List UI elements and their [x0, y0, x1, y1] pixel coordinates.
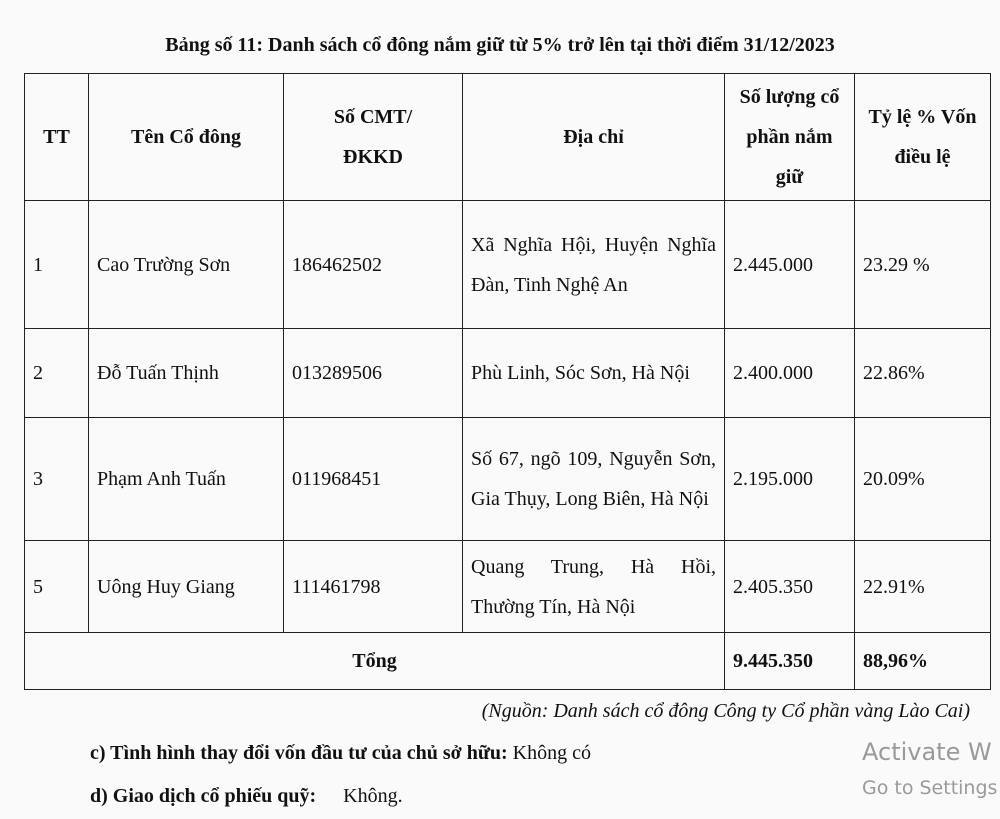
cell-tt: 5 — [25, 541, 89, 633]
section-d — [90, 785, 403, 808]
header-tt: TT — [25, 74, 89, 201]
total-label: Tổng — [25, 633, 725, 690]
total-shares: 9.445.350 — [725, 633, 855, 690]
cell-address: Xã Nghĩa Hội, Huyện Nghĩa Đàn, Tinh Nghệ An — [463, 201, 725, 329]
header-address: Địa chỉ — [463, 74, 725, 201]
cell-shares: 2.405.350 — [725, 541, 855, 633]
header-name: Tên Cổ đông — [89, 74, 284, 201]
cell-tt: 1 — [25, 201, 89, 329]
cell-id: 013289506 — [284, 329, 463, 418]
go-to-settings-watermark: Go to Settings — [862, 777, 998, 799]
shareholder-table — [24, 73, 991, 690]
cell-ratio: 20.09% — [855, 418, 991, 541]
cell-shares: 2.195.000 — [725, 418, 855, 541]
cell-shares: 2.400.000 — [725, 329, 855, 418]
section-d-value: Không. — [343, 785, 403, 807]
cell-tt: 2 — [25, 329, 89, 418]
cell-id: 011968451 — [284, 418, 463, 541]
section-d-label: d) Giao dịch cổ phiếu quỹ: — [90, 785, 317, 807]
activate-windows-watermark: Activate W — [862, 738, 992, 766]
total-ratio: 88,96% — [855, 633, 991, 690]
cell-address: Phù Linh, Sóc Sơn, Hà Nội — [463, 329, 725, 418]
cell-name: Đỗ Tuấn Thịnh — [89, 329, 284, 418]
header-ratio: Tỷ lệ % Vốn điều lệ — [855, 74, 991, 201]
table-header-row — [25, 74, 991, 201]
cell-name: Cao Trường Sơn — [89, 201, 284, 329]
table-row — [25, 541, 991, 633]
cell-ratio: 23.29 % — [855, 201, 991, 329]
total-row — [25, 633, 991, 690]
cell-address: Số 67, ngõ 109, Nguyễn Sơn, Gia Thụy, Long Biên, Hà Nội — [463, 418, 725, 541]
section-c-label: c) Tình hình thay đổi vốn đầu tư của chủ sở hữu: — [90, 742, 508, 764]
cell-name: Phạm Anh Tuấn — [89, 418, 284, 541]
cell-address: Quang Trung, Hà Hồi, Thường Tín, Hà Nội — [463, 541, 725, 633]
header-shares: Số lượng cổ phần nắm giữ — [725, 74, 855, 201]
cell-name: Uông Huy Giang — [89, 541, 284, 633]
section-c-value: Không có — [512, 742, 591, 764]
cell-id: 111461798 — [284, 541, 463, 633]
source-note: (Nguồn: Danh sách cổ đông Công ty Cổ phần vàng Lào Cai) — [481, 700, 970, 722]
cell-id: 186462502 — [284, 201, 463, 329]
table-title: Bảng số 11: Danh sách cổ đông nắm giữ từ 5% trở lên tại thời điểm 31/12/2023 — [165, 34, 835, 56]
cell-ratio: 22.91% — [855, 541, 991, 633]
table-row — [25, 329, 991, 418]
section-c — [90, 742, 591, 765]
cell-shares: 2.445.000 — [725, 201, 855, 329]
table-row — [25, 418, 991, 541]
cell-ratio: 22.86% — [855, 329, 991, 418]
table-row — [25, 201, 991, 329]
cell-tt: 3 — [25, 418, 89, 541]
header-id: Số CMT/ĐKKD — [284, 74, 463, 201]
